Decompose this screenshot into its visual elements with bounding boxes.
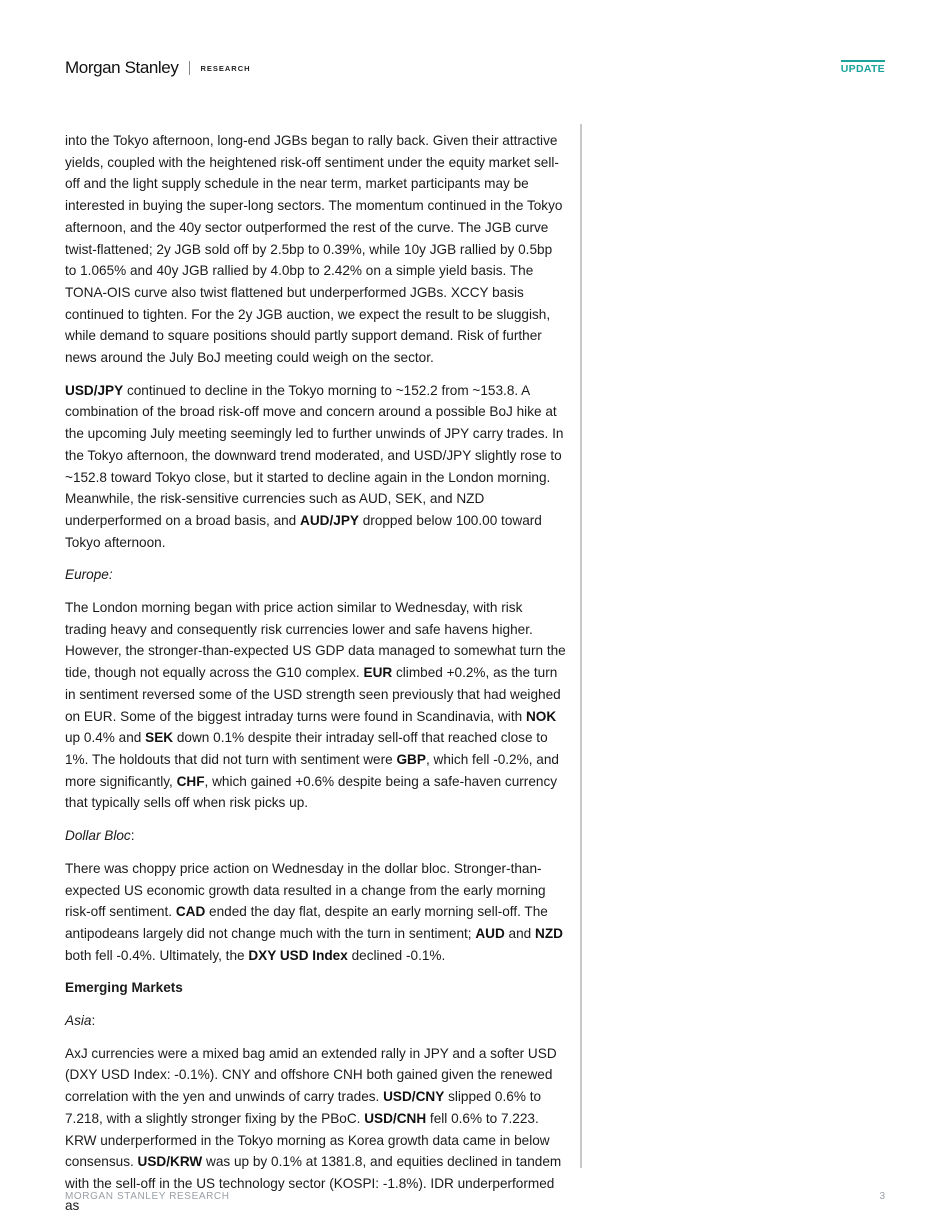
ticker-sek: SEK [145,730,174,746]
heading-emerging-markets: Emerging Markets [65,980,183,996]
subheading-europe: Europe: [65,567,113,583]
column-divider [580,124,582,1168]
ticker-chf: CHF [176,773,205,789]
article-body [65,130,567,1227]
brand-divider [189,61,190,75]
ticker-eur: EUR [363,665,393,681]
brand-logo [65,58,251,78]
brand-name: Morgan Stanley [65,58,179,77]
ticker-dxy: DXY USD Index [248,947,348,963]
ticker-audjpy: AUD/JPY [300,512,359,528]
page-header [65,58,885,80]
ticker-aud: AUD [475,925,505,941]
update-badge: UPDATE [841,60,885,75]
ticker-nzd: NZD [535,925,563,941]
ticker-gbp: GBP [396,751,426,767]
ticker-usdcnh: USD/CNH [364,1110,427,1126]
paragraph-europe: The London morning began with price action similar to Wednesday, with risk trading heavy and consequently risk currencies lower and safe havens higher. However, the stronger-than-expected US GDP data managed to somewhat turn the tide, though not equally across the G10 complex. EUR climbed +0.2%, as the turn in sentiment reversed some of the USD strength seen previously that had weighed on EUR. Some of the biggest intraday turns were found in Scandinavia, with NOK up 0.4% and SEK down 0.1% despite their intraday sell-off that reached close to 1%. The holdouts that did not turn with sentiment were GBP, which fell -0.2%, and more significantly, CHF, which gained +0.6% despite being a safe-haven currency that typically sells off when risk picks up. [65,600,566,811]
paragraph-jgb: into the Tokyo afternoon, long-end JGBs began to rally back. Given their attractive yields, coupled with the heightened risk-off sentiment under the equity market sell-off and the light supply schedule in the near term, market participants may be interested in buying the super-long sectors. The momentum continued in the Tokyo afternoon, and the 40y sector outperformed the rest of the curve. The JGB curve twist-flattened; 2y JGB sold off by 2.5bp to 0.39%, while 10y JGB rallied by 0.5bp to 1.065% and 40y JGB rallied by 4.0bp to 2.42% on a simple yield basis. The TONA-OIS curve also twist flattened but underperformed JGBs. XCCY basis continued to tighten. For the 2y JGB auction, we expect the result to be sluggish, while demand to square positions should partly support demand. Risk of further news around the July BoJ meeting could weigh on the sector. [65,133,563,366]
ticker-nok: NOK [525,708,557,724]
paragraph-dollar-bloc: There was choppy price action on Wednesday in the dollar bloc. Stronger-than-expected US economic growth data resulted in a change from the early morning risk-off sentiment. CAD ended the day flat, despite an early morning sell-off. The antipodeans largely did not change much with the turn in sentiment; AUD and NZD both fell -0.4%. Ultimately, the DXY USD Index declined -0.1%. [65,860,563,963]
subheading-asia: Asia: [65,1013,96,1029]
subheading-dollar-bloc: Dollar Bloc: [65,828,135,844]
section-label: RESEARCH [200,63,251,73]
page-number: 3 [879,1191,885,1202]
ticker-usdcny: USD/CNY [383,1089,445,1105]
footer-source: MORGAN STANLEY RESEARCH [65,1191,230,1202]
paragraph-usdjpy: USD/JPY continued to decline in the Tokyo morning to ~152.2 from ~153.8. A combination of the broad risk-off move and concern around a possible BoJ hike at the upcoming July meeting seemingly led to further unwinds of JPY carry trades. In the Tokyo afternoon, the downward trend moderated, and USD/JPY slightly rose to ~152.8 toward Tokyo close, but it started to decline again in the London morning. Meanwhile, the risk-sensitive currencies such as AUD, SEK, and NZD underperformed on a broad basis, and AUD/JPY dropped below 100.00 toward Tokyo afternoon. [65,382,564,550]
ticker-usdkrw: USD/KRW [137,1154,203,1170]
paragraph-asia: AxJ currencies were a mixed bag amid an extended rally in JPY and a softer USD (DXY USD Index: -0.1%). CNY and offshore CNH both gained given the renewed correlation with the yen and unwinds of carry trades. USD/CNY slipped 0.6% to 7.218, with a slightly stronger fixing by the PBoC. USD/CNH fell 0.6% to 7.223. KRW underperformed in the Tokyo morning as Korea growth data came in below consensus. USD/KRW was up by 0.1% at 1381.8, and equities declined in tandem with the sell-off in the US technology sector (KOSPI: -1.8%). IDR underperformed as [65,1045,562,1213]
ticker-usdjpy: USD/JPY [65,382,124,398]
ticker-cad: CAD [175,904,206,920]
